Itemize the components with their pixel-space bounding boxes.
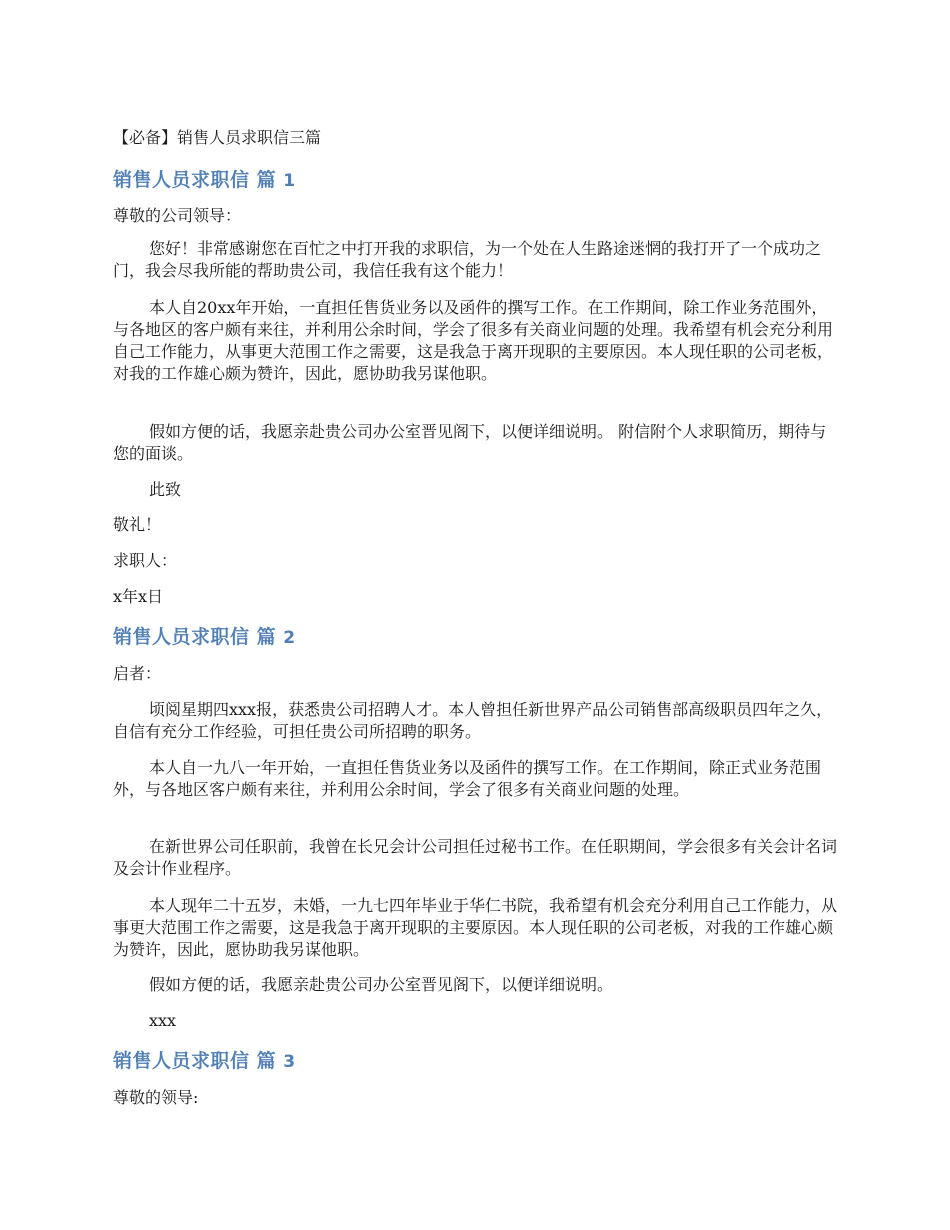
section-2-signature: xxx [149,1011,177,1030]
section-1-date: x年x日 [113,587,164,606]
section-2-paragraph-5: 假如方便的话，我愿亲赴贵公司办公室晋见阁下，以便详细说明。 [149,975,614,994]
section-2-paragraph-4: 本人现年二十五岁，未婚，一九七四年毕业于华仁书院，我希望有机会充分利用自己工作能力，从事更大范围工作之需要，这是我急于离开现职的主要原因。本人现任职的公司老板，对我的工作雄心颇为赞许，因此，愿协助我另谋他职。 [113,896,838,959]
section-1-applicant: 求职人： [113,551,178,570]
section-1-heading-text: 销售人员求职信 篇 [113,169,277,191]
section-1-paragraph-3: 假如方便的话，我愿亲赴贵公司办公室晋见阁下，以便详细说明。 附信附个人求职简历，期待与您的面谈。 [113,422,827,463]
section-1-closing: 敬礼！ [113,515,162,534]
section-3-salutation: 尊敬的领导: [113,1088,199,1107]
section-1-paragraph-4: 此致 [149,480,182,499]
section-2-heading-number: 2 [283,628,296,648]
section-2-heading-text: 销售人员求职信 篇 [113,626,277,648]
section-3-heading-text: 销售人员求职信 篇 [113,1050,277,1072]
section-2-paragraph-3: 在新世界公司任职前，我曾在长兄会计公司担任过秘书工作。在任职期间，学会很多有关会计名词及会计作业程序。 [113,837,838,878]
section-1-paragraph-1: 您好！非常感谢您在百忙之中打开我的求职信，为一个处在人生路途迷惘的我打开了一个成功之门，我会尽我所能的帮助贵公司，我信任我有这个能力！ [113,239,822,280]
section-3-heading-number: 3 [283,1052,296,1072]
section-1-heading-number: 1 [283,171,296,191]
section-2-paragraph-2: 本人自一九八一年开始，一直担任售货业务以及函件的撰写工作。在工作期间，除正式业务范围外，与各地区客户颇有来往，并利用公余时间，学会了很多有关商业问题的处理。 [113,758,822,799]
section-1-paragraph-2: 本人自20xx年开始，一直担任售货业务以及函件的撰写工作。在工作期间，除工作业务范围外，与各地区的客户颇有来往，并利用公余时间，学会了很多有关商业问题的处理。我希望有机会充分利用自己工作能力，从事更大范围工作之需要，这是我急于离开现职的主要原因。本人现任职的公司老板，对我的工作雄心颇为赞许，因此，愿协助我另谋他职。 [113,298,834,383]
section-1-salutation: 尊敬的公司领导： [113,206,242,225]
section-2-paragraph-1: 顷阅星期四xxx报，获悉贵公司招聘人才。本人曾担任新世界产品公司销售部高级职员四年之久，自信有充分工作经验，可担任贵公司所招聘的职务。 [113,700,833,741]
section-2-salutation: 启者： [113,664,162,683]
document-title: 【必备】销售人员求职信三篇 [113,128,322,147]
section-2-heading [113,622,840,649]
section-3-heading [113,1046,840,1073]
section-1-heading [113,165,840,192]
